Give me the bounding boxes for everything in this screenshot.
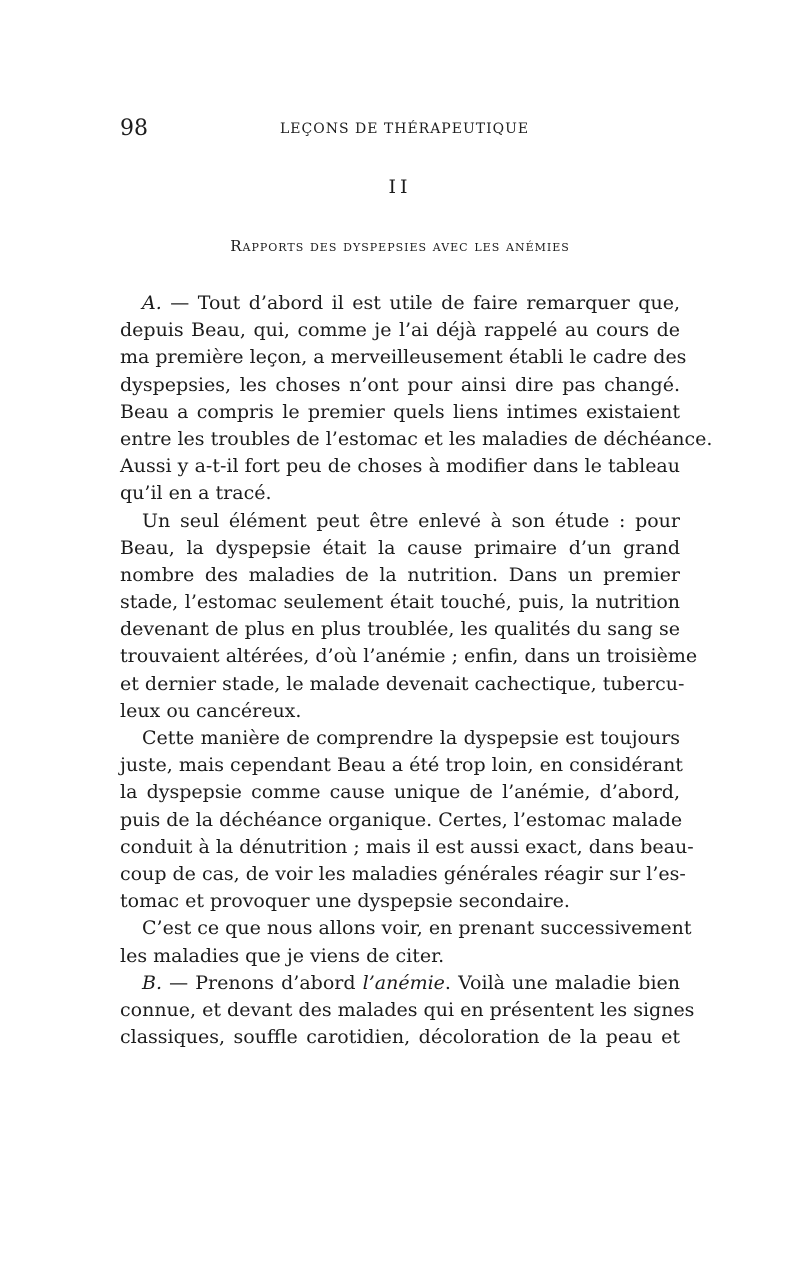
line-text: conduit à la dénutrition ; mais il est aussi exact, dans beau- (120, 835, 694, 858)
text-line (120, 616, 680, 643)
text-line (120, 344, 687, 371)
line-text: dyspepsies, les choses n’ont pour ainsi dire pas changé. (120, 373, 680, 396)
line-text: la dyspepsie comme cause unique de l’anémie, d’abord, (120, 781, 680, 804)
paragraph-marker: B. (142, 971, 163, 994)
line-text: — Prenons d’abord (162, 971, 363, 994)
line-text: classiques, souffle carotidien, décoloration de la peau et (120, 1026, 680, 1049)
text-line (120, 997, 695, 1024)
text-line (120, 562, 680, 589)
text-line (120, 317, 680, 344)
line-text-suffix: . Voilà une maladie bien (444, 971, 681, 994)
line-text: — Tout d’abord il est utile de faire remarquer que, (161, 292, 680, 314)
page-number: 98 (120, 116, 148, 141)
text-line (120, 372, 680, 399)
line-text: juste, mais cependant Beau a été trop loin, en considérant (120, 754, 683, 777)
text-line (120, 725, 680, 752)
line-text: stade, l’estomac seulement était touché, puis, la nutrition (120, 591, 680, 614)
text-line (120, 480, 680, 507)
text-line (120, 643, 698, 670)
text-line (120, 834, 694, 861)
text-line (120, 671, 685, 698)
section-title: Rapports des dyspepsies avec les anémies (230, 237, 570, 255)
text-line (120, 888, 680, 915)
line-text: qu’il en a tracé. (120, 482, 272, 505)
text-line (120, 861, 686, 888)
line-text: coup de cas, de voir les maladies générales réagir sur l’es- (120, 862, 686, 885)
line-text: trouvaient altérées, d’où l’anémie ; enfin, dans un troisième (120, 645, 698, 668)
line-text: nombre des maladies de la nutrition. Dans un premier (120, 563, 680, 586)
line-text: depuis Beau, qui, comme je l’ai déjà rappelé au cours de (120, 319, 680, 342)
line-text: tomac et provoquer une dyspepsie secondaire. (120, 890, 570, 913)
line-text: C’est ce que nous allons voir, en prenant successivement (142, 917, 692, 940)
body-text (120, 290, 713, 1051)
line-text: entre les troubles de l’estomac et les maladies de déchéance. (120, 427, 713, 450)
emphasized-term: l’anémie (362, 971, 445, 994)
running-head: LEÇONS DE THÉRAPEUTIQUE (280, 121, 530, 137)
text-line (120, 970, 680, 997)
text-line (120, 399, 680, 426)
text-line (120, 426, 713, 453)
line-text: puis de la déchéance organique. Certes, l’estomac malade (120, 808, 683, 831)
text-line (120, 535, 680, 562)
text-line (120, 453, 680, 480)
line-text: ma première leçon, a merveilleusement établi le cadre des (120, 346, 687, 369)
line-text: Aussi y a-t-il fort peu de choses à modifier dans le tableau (120, 455, 680, 478)
line-text: Beau, la dyspepsie était la cause primaire d’un grand (120, 536, 680, 559)
line-text: devenant de plus en plus troublée, les qualités du sang se (120, 618, 680, 641)
text-line (120, 698, 680, 725)
text-line (120, 915, 692, 942)
line-text: Un seul élément peut être enlevé à son étude : pour (142, 509, 680, 532)
line-text: connue, et devant des malades qui en présentent les signes (120, 998, 695, 1021)
line-text: leux ou cancéreux. (120, 699, 302, 722)
line-text: et dernier stade, le malade devenait cachectique, tubercu- (120, 672, 685, 695)
line-text: les maladies que je viens de citer. (120, 944, 445, 967)
text-line (120, 290, 680, 317)
paragraph-marker: A. (142, 292, 162, 314)
text-line (120, 807, 683, 834)
text-line (120, 779, 680, 806)
text-line (120, 752, 683, 779)
line-text: Beau a compris le premier quels liens intimes existaient (120, 400, 680, 423)
text-line (120, 508, 680, 535)
text-line (120, 589, 680, 616)
text-line (120, 1024, 680, 1051)
section-number: II (388, 176, 412, 198)
text-line (120, 943, 680, 970)
line-text: Cette manière de comprendre la dyspepsie est toujours (142, 727, 680, 749)
